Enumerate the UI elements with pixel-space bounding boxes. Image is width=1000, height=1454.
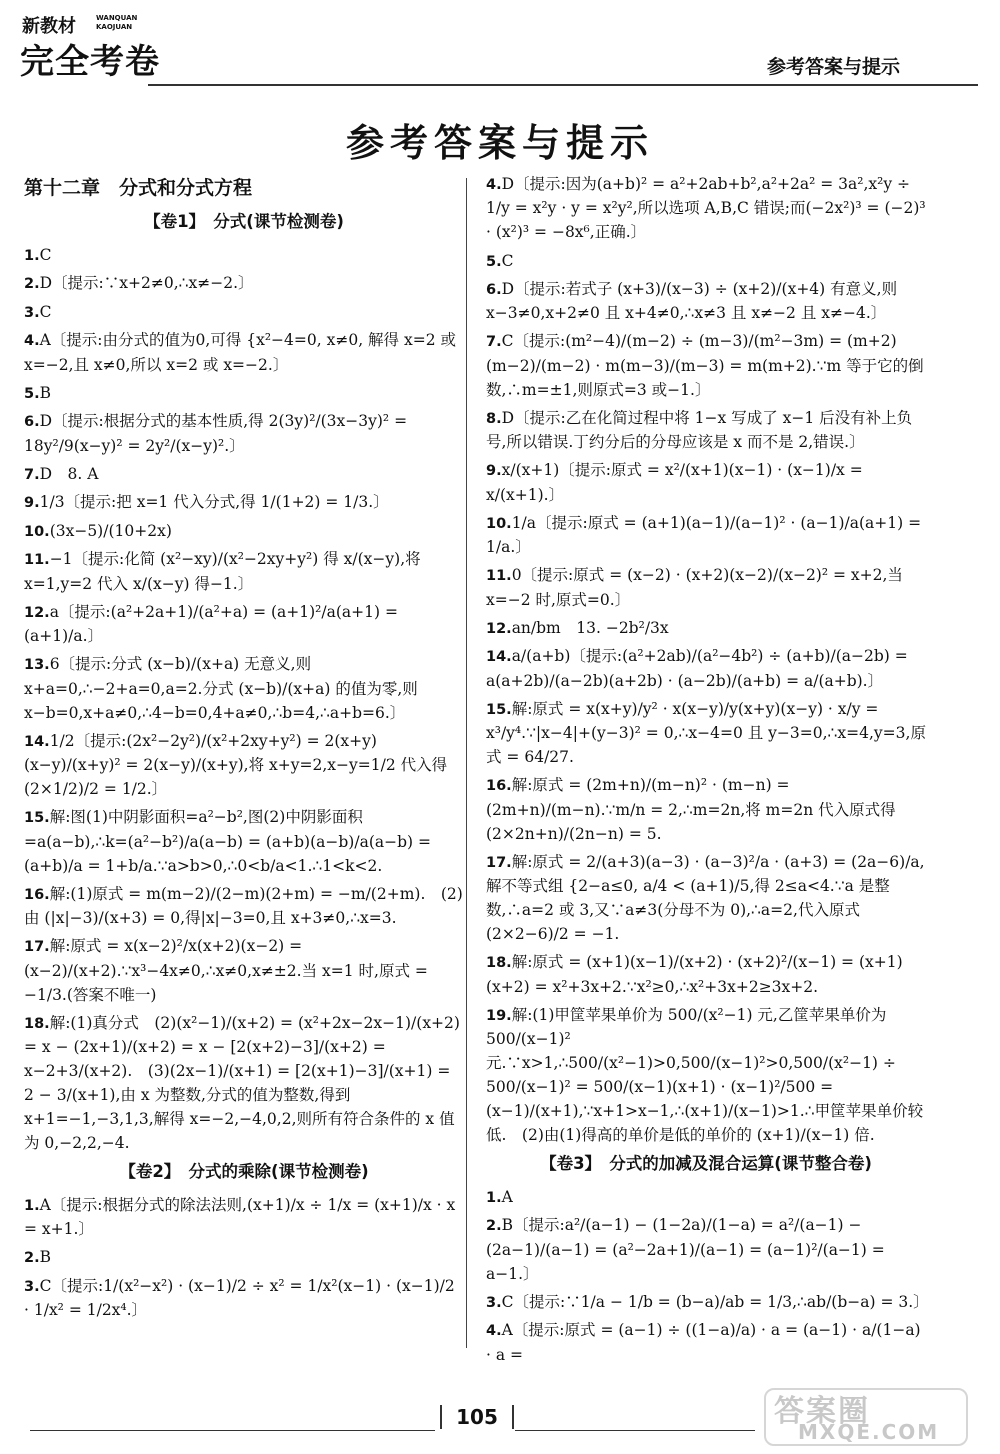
answer-item [486,850,926,947]
answer-number: 2. [24,276,40,293]
answer-item [24,490,464,514]
answer-number: 4. [486,177,502,193]
answer-number: 9. [486,463,502,480]
answer-item [24,300,464,324]
answer-text: 1/3〔提示:把 x=1 代入分式,得 1/(1+2) = 1/3.〕 [39,493,389,512]
answer-list-1 [24,243,464,1155]
brand-logo: 完全考卷 [20,42,160,82]
answer-number: 18. [24,1015,50,1032]
answer-item [24,1245,464,1269]
answer-item [24,271,464,295]
answer-number: 12. [24,604,50,621]
answer-list-2 [24,1193,464,1322]
answer-item [486,697,926,770]
page-number: 105 [440,1405,514,1429]
answer-text: 解:原式 = x(x−2)²/x(x+2)(x−2) = (x−2)/(x+2).∵x³−4x≠0,∴x≠0,x≠±2.当 x=1 时,原式 = −1/3.(答案不唯一) [24,937,428,1004]
answer-text: D〔提示:因为(a+b)² = a²+2ab+b²,a²+2a² = 3a²,x²y ÷ 1/y = x²y · y = x²y²,所以选项 A,B,C 错误;而(−2x²)³ = (−2)³ · (x²)³ = −8x⁶,正确.〕 [486,175,926,242]
answer-text: A [501,1187,513,1206]
answer-number: 5. [486,253,502,270]
answer-number: 17. [24,939,50,956]
answer-text: B [39,383,51,402]
section-heading-1: 【卷1】 分式(课节检测卷) [144,212,344,232]
answer-text: 解:(1)真分式 (2)(x²−1)/(x+2) = (x²+2x−2x−1)/(x+2) = x − (2x+1)/(x+2) = x − [2(x+2)−3]/(x+2) = x−2+3/(x+2). (3)(2x−1)/(x+1) = [2(x+1)−3]/(x+1) = 2 − 3/(x+1),由 x 为整数,分式的值为整数,得到 x+1=−1,−3,1,3,解得 x=−2,−4,0,2,则所有符合条件的 x 值为 0,−2,2,−4. [24,1013,460,1153]
answer-text: C〔提示:(m²−4)/(m−2) ÷ (m−3)/(m²−3m) = (m+2)(m−2)/(m−2) · m(m−3)/(m−3) = m(m+2).∵m 等于它的倒数,∴m=±1,则原式=3 或−1.〕 [486,332,924,399]
answer-text: a/(a+b)〔提示:(a²+2ab)/(a²−4b²) ÷ (a+b)/(a−2b) = a(a+2b)/(a−2b)(a+2b) · (a−2b)/(a+b) = a/(a+b).〕 [486,647,908,690]
answer-item [24,243,464,267]
answer-item [24,600,464,648]
answer-item [24,652,464,725]
answer-number: 7. [24,466,40,483]
answer-text: D 8. A [39,464,99,483]
answer-text: C〔提示:1/(x²−x²) · (x−1)/2 ÷ x² = 1/x²(x−1) · (x−1)/2 · 1/x² = 1/2x⁴.〕 [24,1276,455,1320]
answer-text: a〔提示:(a²+2a+1)/(a²+a) = (a+1)²/a(a+1) = (a+1)/a.〕 [24,602,398,646]
answer-item [24,934,464,1007]
answer-number: 12. [486,620,512,637]
answer-item [24,519,464,543]
answer-text: D〔提示:若式子 (x+3)/(x−3) ÷ (x+2)/(x+4) 有意义,则 x−3≠0,x+2≠0 且 x+4≠0,∴x≠3 且 x≠−2 且 x≠−4.〕 [486,279,898,323]
answer-item [486,1290,929,1314]
answer-number: 7. [486,334,502,351]
answer-number: 6. [486,281,502,298]
answer-text: B [39,1248,51,1267]
answer-item [24,547,464,595]
answer-text: D〔提示:∵x+2≠0,∴x≠−2.〕 [39,274,254,293]
answer-number: 2. [24,1250,40,1267]
answer-list-3 [486,1185,929,1367]
answer-text: B〔提示:a²/(a−1) − (1−2a)/(1−a) = a²/(a−1) − (2a−1)/(a−1) = (a²−2a+1)/(a−1) = (a−1)²/(a−1) = a−1.〕 [486,1216,885,1283]
answer-text: 1/2〔提示:(2x²−2y²)/(x²+2xy+y²) = 2(x+y)(x−y)/(x+y)² = 2(x−y)/(x+y),将 x+y=2,x−y=1/2 代入得 (2×1/2)/2 = 1/2.〕 [24,731,448,799]
answer-item [486,277,926,325]
answer-number: 16. [24,886,50,903]
answer-text: 解:(1)甲筐苹果单价为 500/(x²−1) 元,乙筐苹果单价为 500/(x−1)² 元.∵x>1,∴500/(x²−1)>0,500/(x−1)²>0,500/(x²−1) ÷ 500/(x−1)² = 500/(x−1)(x+1) · (x−1)²/500 = (x−1)/(x+1),∵x+1>x−1,∴(x+1)/(x−1)>1.∴甲筐苹果单价较低. (2)由(1)得高的单价是低的单价的 (x+1)/(x−1) 倍. [486,1005,924,1145]
answer-number: 17. [486,854,512,871]
answer-item [486,329,926,402]
answer-text: −1〔提示:化简 (x²−xy)/(x²−2xy+y²) 得 x/(x−y),将 x=1,y=2 代入 x/(x−y) 得−1.〕 [24,550,421,593]
footer-rule-left [30,1430,435,1431]
brand-logo-pinyin [96,14,137,32]
watermark-logo [764,1386,974,1446]
answer-number: 9. [24,495,40,512]
answer-text: an/bm 13. −2b²/3x [511,618,669,637]
answer-item [486,773,926,846]
answer-item [486,563,926,611]
answer-number: 10. [24,523,50,540]
answer-item [486,1185,926,1209]
answer-item [24,462,464,486]
answer-text: C [39,302,52,321]
answer-text: 解:原式 = 2/(a+3)(a−3) · (a−3)²/a · (a+3) = (2a−6)/a,解不等式组 {2−a≤0, a/4 < (a+1)/5,得 2≤a<4.∵a 是整数,∴a=2 或 3,又∵a≠3(分母不为 0),∴a=2,代入原式 (2×2−6)/2 = −1. [486,852,925,944]
answer-number: 2. [486,1218,502,1235]
answer-number: 16. [486,778,512,795]
answer-number: 15. [486,701,512,718]
answer-number: 11. [486,568,512,585]
answer-number: 19. [486,1007,512,1024]
answer-item [486,644,926,692]
answer-item [486,616,926,640]
left-column [24,172,464,1326]
page-title: 参考答案与提示 [345,121,654,165]
answer-item [486,172,926,245]
answer-text: 解:原式 = (x+1)(x−1)/(x+2) · (x+2)²/(x−1) = (x+1)(x+2) = x²+3x+2.∵x²≥0,∴x²+3x+2≥3x+2. [486,953,903,996]
answer-text: 1/a〔提示:原式 = (a+1)(a−1)/(a−1)² · (a−1)/a(a+1) = 1/a.〕 [486,513,922,557]
answer-item [486,511,926,559]
right-column [486,172,929,1371]
answer-text: 6〔提示:分式 (x−b)/(x+a) 无意义,则 x+a=0,∴−2+a=0,a=2.分式 (x−b)/(x+a) 的值为零,则 x−b=0,x+a≠0,∴4−b=0,4+a≠0,∴b=4,∴a+b=6.〕 [24,655,418,722]
chapter-heading: 第十二章 分式和分式方程 [24,177,253,199]
answer-text: 解:原式 = x(x+y)/y² · x(x−y)/y(x+y)(x−y) · x/y = x³/y⁴.∵|x−4|+(y−3)² = 0,∴x−4=0 且 y−3=0,∴x=4,y=3,原式 = 64/27. [486,699,926,767]
brand-logo-pinyin-2: KAOJUAN [96,23,133,31]
answer-item [24,409,464,457]
answer-number: 13. [24,657,50,674]
answer-text: A〔提示:由分式的值为0,可得 {x²−4=0, x≠0, 解得 x=2 或 x=−2,且 x≠0,所以 x=2 或 x=−2.〕 [24,331,456,374]
header-rule [148,84,978,86]
answer-item [24,805,464,878]
answer-text: 解:图(1)中阴影面积=a²−b²,图(2)中阴影面积=a(a−b),∴k=(a²−b²)/a(a−b) = (a+b)(a−b)/a(a−b) = (a+b)/a = 1+b/a.∵a>b>0,∴0<b/a<1.∴1<k<2. [24,808,431,875]
answer-item [486,1213,926,1286]
answer-text: 0〔提示:原式 = (x−2) · (x+2)(x−2)/(x−2)² = x+2,当 x=−2 时,原式=0.〕 [486,566,903,609]
answer-item [486,950,926,998]
footer-rule-right [515,1430,755,1431]
answer-item [486,458,926,506]
answer-item [486,1003,926,1148]
answer-item [24,882,464,930]
section-heading-2: 【卷2】 分式的乘除(课节检测卷) [119,1162,369,1182]
answer-item [24,381,464,405]
answer-item [24,1193,464,1241]
answer-item [486,406,926,454]
answer-list-2-continued [486,172,926,1147]
answer-number: 4. [24,333,40,350]
page-header [20,12,980,82]
answer-number: 14. [24,733,50,750]
answer-text: C〔提示:∵1/a − 1/b = (b−a)/ab = 1/3,∴ab/(b−a) = 3.〕 [501,1292,929,1311]
answer-number: 3. [486,1294,502,1311]
answer-text: 解:原式 = (2m+n)/(m−n)² · (m−n) = (2m+n)/(m−n).∵m/n = 2,∴m=2n,将 m=2n 代入原式得 (2×2n+n)/(2n−n) = 5. [486,776,896,843]
watermark-text-top: 答案圈 [774,1394,870,1429]
answer-text: D〔提示:乙在化简过程中将 1−x 写成了 x−1 后没有补上负号,所以错误.丁约分后的分母应该是 x 而不是 2,错误.〕 [486,408,913,452]
answer-number: 8. [486,410,502,427]
answer-text: x/(x+1)〔提示:原式 = x²/(x+1)(x−1) · (x−1)/x = x/(x+1).〕 [486,461,863,504]
answer-item [486,249,926,273]
answer-number: 18. [486,955,512,972]
answer-number: 6. [24,414,40,431]
answer-number: 3. [24,1278,40,1295]
answer-item [486,1318,926,1366]
answer-number: 1. [486,1189,502,1206]
watermark-text-bottom: MXQE.COM [798,1420,940,1444]
answer-number: 14. [486,649,512,666]
answer-number: 11. [24,552,50,569]
answer-number: 5. [24,385,40,402]
answer-text: C [501,251,514,270]
answer-text: A〔提示:根据分式的除法法则,(x+1)/x ÷ 1/x = (x+1)/x · x = x+1.〕 [24,1195,456,1239]
answer-number: 1. [24,1197,40,1214]
brand-logo-small: 新教材 [22,16,76,37]
answer-number: 3. [24,304,40,321]
answer-text: C [39,246,52,264]
section-heading-3: 【卷3】 分式的加减及混合运算(课节整合卷) [540,1154,872,1174]
answer-text: A〔提示:原式 = (a−1) ÷ ((1−a)/a) · a = (a−1) · a/(1−a) · a = [486,1321,921,1364]
column-divider [466,178,467,1348]
answer-item [24,729,464,802]
answer-item [24,1274,464,1322]
answer-number: 4. [486,1323,502,1340]
answer-number: 15. [24,810,50,827]
answer-number: 1. [24,248,40,264]
answer-item [24,1011,464,1156]
answer-text: 解:(1)原式 = m(m−2)/(2−m)(2+m) = −m/(2+m). (2)由 (|x|−3)/(x+3) = 0,得|x|−3=0,且 x+3≠0,∴x=3. [24,884,463,928]
answer-text: D〔提示:根据分式的基本性质,得 2(3y)²/(3x−3y)² = 18y²/9(x−y)² = 2y²/(x−y)².〕 [24,412,408,455]
answer-text: (3x−5)/(10+2x) [49,521,172,540]
answer-number: 10. [486,515,512,532]
answer-item [24,328,464,376]
running-header-title: 参考答案与提示 [766,56,900,78]
brand-logo-pinyin-1: WANQUAN [96,14,138,22]
